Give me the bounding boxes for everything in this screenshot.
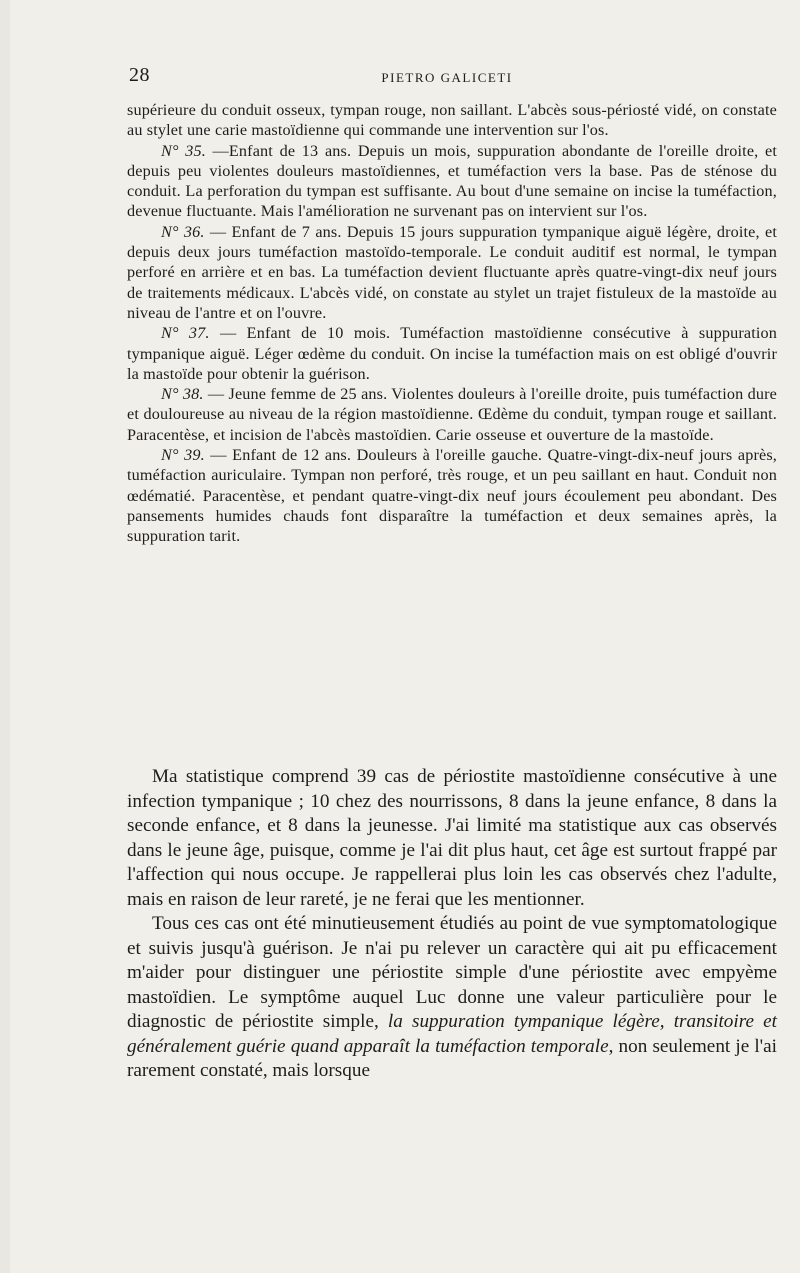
- case-text: — Jeune femme de 25 ans. Violentes douleurs à l'oreille droite, puis tuméfaction dure et douloureuse au niveau de la région mastoïdienne. Œdème du conduit, tympan rouge et saillant. Paracentèse, et incision de l'abcès mastoïdien. Carie osseuse et ouverture de la mastoïde.: [127, 385, 777, 444]
- body-text-section: [127, 765, 777, 1084]
- body-text-run: , non seulement je l'ai rarement constaté, mais lorsque: [127, 1035, 777, 1081]
- case-text: — Enfant de 12 ans. Douleurs à l'oreille gauche. Quatre-vingt-dix-neuf jours après, tuméfaction auriculaire. Tympan non perforé, très rouge, et un peu saillant en haut. Conduit non œdématié. Paracentèse, et pendant quatre-vingt-dix neuf jours écoulement peu abondant. Des pansements humides chauds font disparaître la tuméfaction et deux semaines après, la suppuration tarit.: [127, 446, 777, 546]
- case-paragraph: [127, 445, 777, 546]
- case-number: N° 39.: [161, 446, 205, 465]
- body-paragraph: [127, 912, 777, 1084]
- case-number: N° 38.: [161, 385, 204, 404]
- page-header: [117, 64, 777, 88]
- page-number: 28: [129, 64, 150, 86]
- italic-quotation: la suppuration tympanique légère, transitoire et généralement guérie quand apparaît la tuméfaction temporale: [127, 1011, 777, 1057]
- case-number: N° 37.: [161, 324, 210, 343]
- case-reports-section: [127, 100, 777, 547]
- case-paragraph: [127, 222, 777, 323]
- case-text: —Enfant de 13 ans. Depuis un mois, suppuration abondante de l'oreille droite, et depuis peu violentes douleurs mastoïdiennes, et tuméfaction vers la base. Pas de sténose du conduit. La perforation du tympan est suffisante. Au bout d'une semaine on incise la tuméfaction, devenue fluctuante. Mais l'amélioration ne survenant pas on intervient sur l'os.: [127, 141, 777, 221]
- book-page: [10, 0, 800, 1273]
- body-text-run: Tous ces cas ont été minutieusement étudiés au point de vue symptomatologique et suivis jusqu'à guérison. Je n'ai pu relever un caractère qui ait pu efficacement m'aider pour distinguer une périostite simple d'une périostite avec empyème mastoïdien. Le symptôme auquel Luc donne une valeur particulière pour le diagnostic de périostite simple,: [127, 913, 777, 1032]
- case-number: N° 36.: [161, 222, 205, 241]
- running-head: PIETRO GALICETI: [381, 70, 513, 85]
- case-text: — Enfant de 7 ans. Depuis 15 jours suppuration tympanique aiguë légère, droite, et depuis deux jours tuméfaction mastoïdo-temporale. Le conduit auditif est normal, le tympan perforé en arrière et en bas. La tuméfaction devient fluctuante après quatre-vingt-dix neuf jours de traitements médicaux. L'abcès vidé, on constate au stylet un trajet fistuleux de la mastoïde au niveau de l'antre et on l'ouvre.: [127, 222, 778, 322]
- case-paragraph: [127, 384, 777, 445]
- case-paragraph: [127, 323, 777, 384]
- case-paragraph: [127, 141, 777, 222]
- continuation-paragraph: supérieure du conduit osseux, tympan rouge, non saillant. L'abcès sous-périosté vidé, on constate au stylet une carie mastoïdienne qui commande une intervention sur l'os.: [127, 101, 777, 140]
- case-text: — Enfant de 10 mois. Tuméfaction mastoïdienne consécutive à suppuration tympanique aiguë. Léger œdème du conduit. On incise la tuméfaction mais on est obligé d'ouvrir la mastoïde pour obtenir la guérison.: [127, 324, 778, 383]
- case-number: N° 35.: [161, 141, 206, 160]
- body-paragraph: Ma statistique comprend 39 cas de périostite mastoïdienne consécutive à une infection tympanique ; 10 chez des nourrissons, 8 dans la jeune enfance, 8 dans la seconde enfance, et 8 dans la jeunesse. J'ai limité ma statistique aux cas observés dans le jeune âge, puisque, comme je l'ai dit plus haut, cet âge est surtout frappé par l'affection qui nous occupe. Je rappellerai plus loin les cas observés chez l'adulte, mais en raison de leur rareté, je ne ferai que les mentionner.: [127, 766, 777, 910]
